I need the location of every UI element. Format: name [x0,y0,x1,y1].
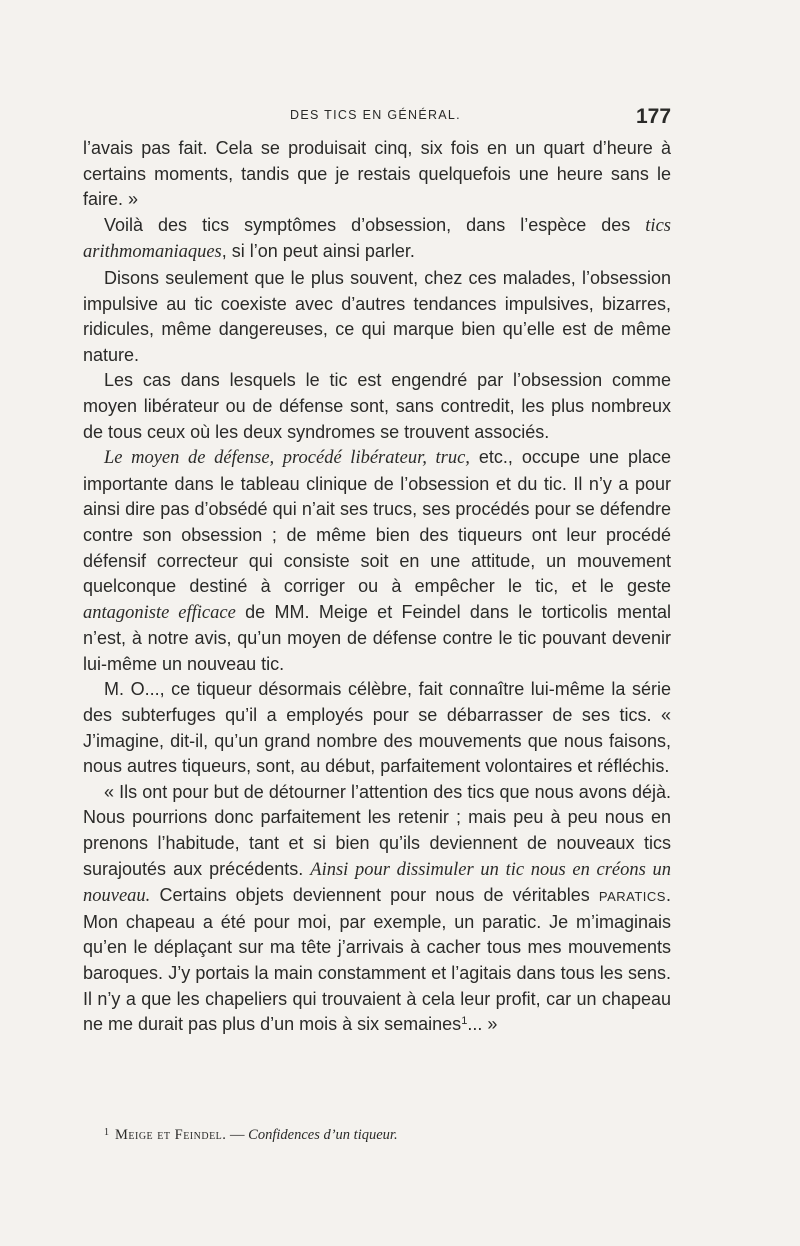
footnote-authors: Meige et Feindel. [115,1127,227,1143]
emphasis-antagoniste-efficace: antagoniste efficace [83,602,236,623]
paragraph-7: « Ils ont pour but de détourner l’attention des tics que nous avons déjà. Nous pourrions donc parfaitement les retenir ; mais peu à peu nous en prenons l’habitude, tant et si bien qu’ils deviennent de nouveaux tics surajoutés aux précédents. Ainsi pour dissimuler un tic nous en créons un nouveau. Certains objets deviennent pour nous de véritables paratics. Mon chapeau a été pour moi, par exemple, un paratic. Je m’imaginais qu’en le déplaçant sur ma tête j’arrivais à cacher tous mes mouvements baroques. J’y portais la main constamment et l’agitais dans tous les sens. Il n’y a que les chapeliers qui trouvaient à cela leur profit, car un chapeau ne me durait pas plus d’un mois à six semaines$^1$... » [83,781,671,1035]
body-text [83,136,671,1038]
paragraph-1: l’avais pas fait. Cela se produisait cinq, six fois en un quart d’heure à certains moments, tandis que je restais quelquefois une heure sans le faire. » [83,138,671,210]
paragraph-5: Le moyen de défense, procédé libérateur, truc, etc., occupe une place importante dans le tableau clinique de l’obsession et du tic. Il n’y a pour ainsi dire pas d’obsédé qui n’ait ses trucs, ses procédés pour se défendre contre son obsession ; de même bien des tiqueurs ont leur procédé défensif correcteur qui consiste soit en une attitude, un mouvement quelconque destiné à corriger ou à empêcher le tic, et le geste antagoniste efficace de MM. Meige et Feindel dans le torticolis mental n’est, à notre avis, qu’un moyen de défense contre le tic pouvant devenir lui-même un nouveau tic. [83,447,672,674]
emphasis-moyen-de-defense: Le moyen de défense, procédé libérateur, truc, [104,448,470,469]
footnote-marker: 1 [104,1127,109,1138]
footnote: $^1$ Meige et Feindel. — Confidences d’un tiqueur. [104,1127,398,1143]
running-title: DES TICS EN GÉNÉRAL. [290,108,461,122]
emphasis-dissimuler: Ainsi pour dissimuler un tic nous en créons un nouveau. [83,859,671,907]
page-header [0,105,800,134]
footnote-title: Confidences d’un tiqueur. [248,1127,398,1143]
page-number: 177 [636,105,672,128]
paragraph-4: Les cas dans lesquels le tic est engendré par l’obsession comme moyen libérateur ou de défense sont, sans contredit, les plus nombreux de tous ceux où les deux syndromes se trouvent associés. [83,370,671,442]
small-caps-paratics: paratics [598,885,666,906]
paragraph-6: M. O..., ce tiqueur désormais célèbre, fait connaître lui-même la série des subterfuges qu’il a employés pour se débarrasser de ses tics. « J’imagine, dit-il, qu’un grand nombre des mouvements que nous faisons, nous autres tiqueurs, sont, au début, parfaitement volontaires et réfléchis. [83,679,671,777]
paragraph-3: Disons seulement que le plus souvent, chez ces malades, l’obsession impulsive au tic coexiste avec d’autres tendances impulsives, bizarres, ridicules, même dangereuses, ce qui marque bien qu’elle est de même nature. [83,267,671,365]
footnote-reference[interactable]: 1 [461,1015,468,1028]
emphasis-tics-arithmomaniaques: tics arithmomaniaques [83,215,671,263]
paragraph-2: Voilà des tics symptômes d’obsession, dans l’espèce des tics arithmomaniaques, si l’on peut ainsi parler. [83,214,671,263]
